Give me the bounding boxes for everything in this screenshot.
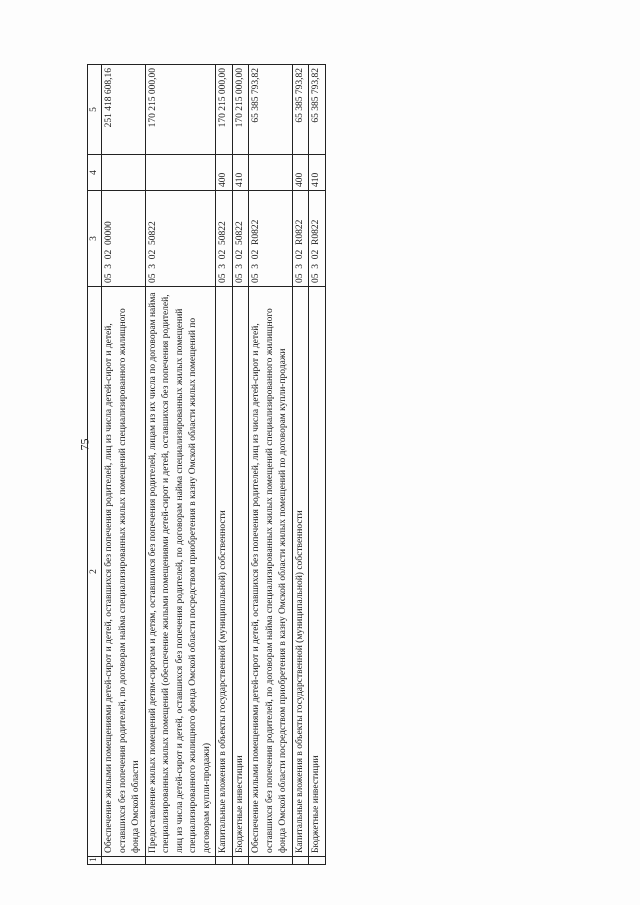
expense-type-cell: 410 [232,155,248,191]
description-cell: Бюджетные инвестиции [309,287,325,857]
budget-table [87,64,326,865]
description-cell: Обеспечение жилыми помещениями детей-сирот и детей, оставшихся без попечения родителей, лиц из числа детей-сирот и детей, оставшихся без попечения родителей, по договорам найма специализированных жилых помещений специализированного жилищного фонда Омской области [102,287,145,857]
rotated-table-container [87,65,572,865]
amount-cell: 170 215 000,00 [216,65,232,155]
amount-cell: 170 215 000,00 [145,65,215,155]
row-number-cell [145,857,215,865]
table-row [145,65,215,865]
row-number-cell [249,857,292,865]
classification-code-cell: 05 3 02 50822 [216,191,232,287]
header-col-1: 1 [88,857,102,865]
row-number-cell [102,857,145,865]
table-row [249,65,292,865]
description-cell: Предоставление жилых помещений детям-сиротам и детям, оставшимся без попечения родителей, лицам из их числа по договорам найма специализированных жилых помещений (обеспечение жилыми помещениями детей-сирот и детей, оставшихся без попечения родителей, лиц из числа детей-сирот и детей, оставшихся без попечения родителей, по договорам найма специализированных жилых помещений специализированного жилищного фонда Омской области посредством приобретения в казну Омской области жилых помещений по договорам купли-продажи) [145,287,215,857]
description-cell: Обеспечение жилыми помещениями детей-сирот и детей, оставшихся без попечения родителей, лиц из числа детей-сирот и детей, оставшихся без попечения родителей, по договорам найма специализированных жилых помещений специализированного жилищного фонда Омской области посредством приобретения в казну Омской области жилых помещений по договорам купли-продажи [249,287,292,857]
description-cell: Капитальные вложения в объекты государственной (муниципальной) собственности [216,287,232,857]
table-row [216,65,232,865]
header-col-3: 3 [88,191,102,287]
row-number-cell [309,857,325,865]
classification-code-cell: 05 3 02 50822 [145,191,215,287]
expense-type-cell [145,155,215,191]
expense-type-cell: 400 [292,155,308,191]
header-col-4: 4 [88,155,102,191]
table-row [309,65,325,865]
expense-type-cell: 410 [309,155,325,191]
amount-cell: 170 215 000,00 [232,65,248,155]
table-header-row [88,65,102,865]
table-row [292,65,308,865]
classification-code-cell: 05 3 02 R0822 [309,191,325,287]
classification-code-cell: 05 3 02 R0822 [292,191,308,287]
expense-type-cell [249,155,292,191]
page-number: 75 [77,438,92,451]
row-number-cell [292,857,308,865]
description-cell: Бюджетные инвестиции [232,287,248,857]
row-number-cell [232,857,248,865]
table-row [102,65,145,865]
expense-type-cell: 400 [216,155,232,191]
classification-code-cell: 05 3 02 50822 [232,191,248,287]
amount-cell: 65 385 793,82 [309,65,325,155]
description-cell: Капитальные вложения в объекты государственной (муниципальной) собственности [292,287,308,857]
amount-cell: 65 385 793,82 [292,65,308,155]
table-row [232,65,248,865]
classification-code-cell: 05 3 02 R0822 [249,191,292,287]
expense-type-cell [102,155,145,191]
amount-cell: 251 418 608,16 [102,65,145,155]
classification-code-cell: 05 3 02 00000 [102,191,145,287]
amount-cell: 65 385 793,82 [249,65,292,155]
header-col-2: 2 [88,287,102,857]
header-col-5: 5 [88,65,102,155]
row-number-cell [216,857,232,865]
